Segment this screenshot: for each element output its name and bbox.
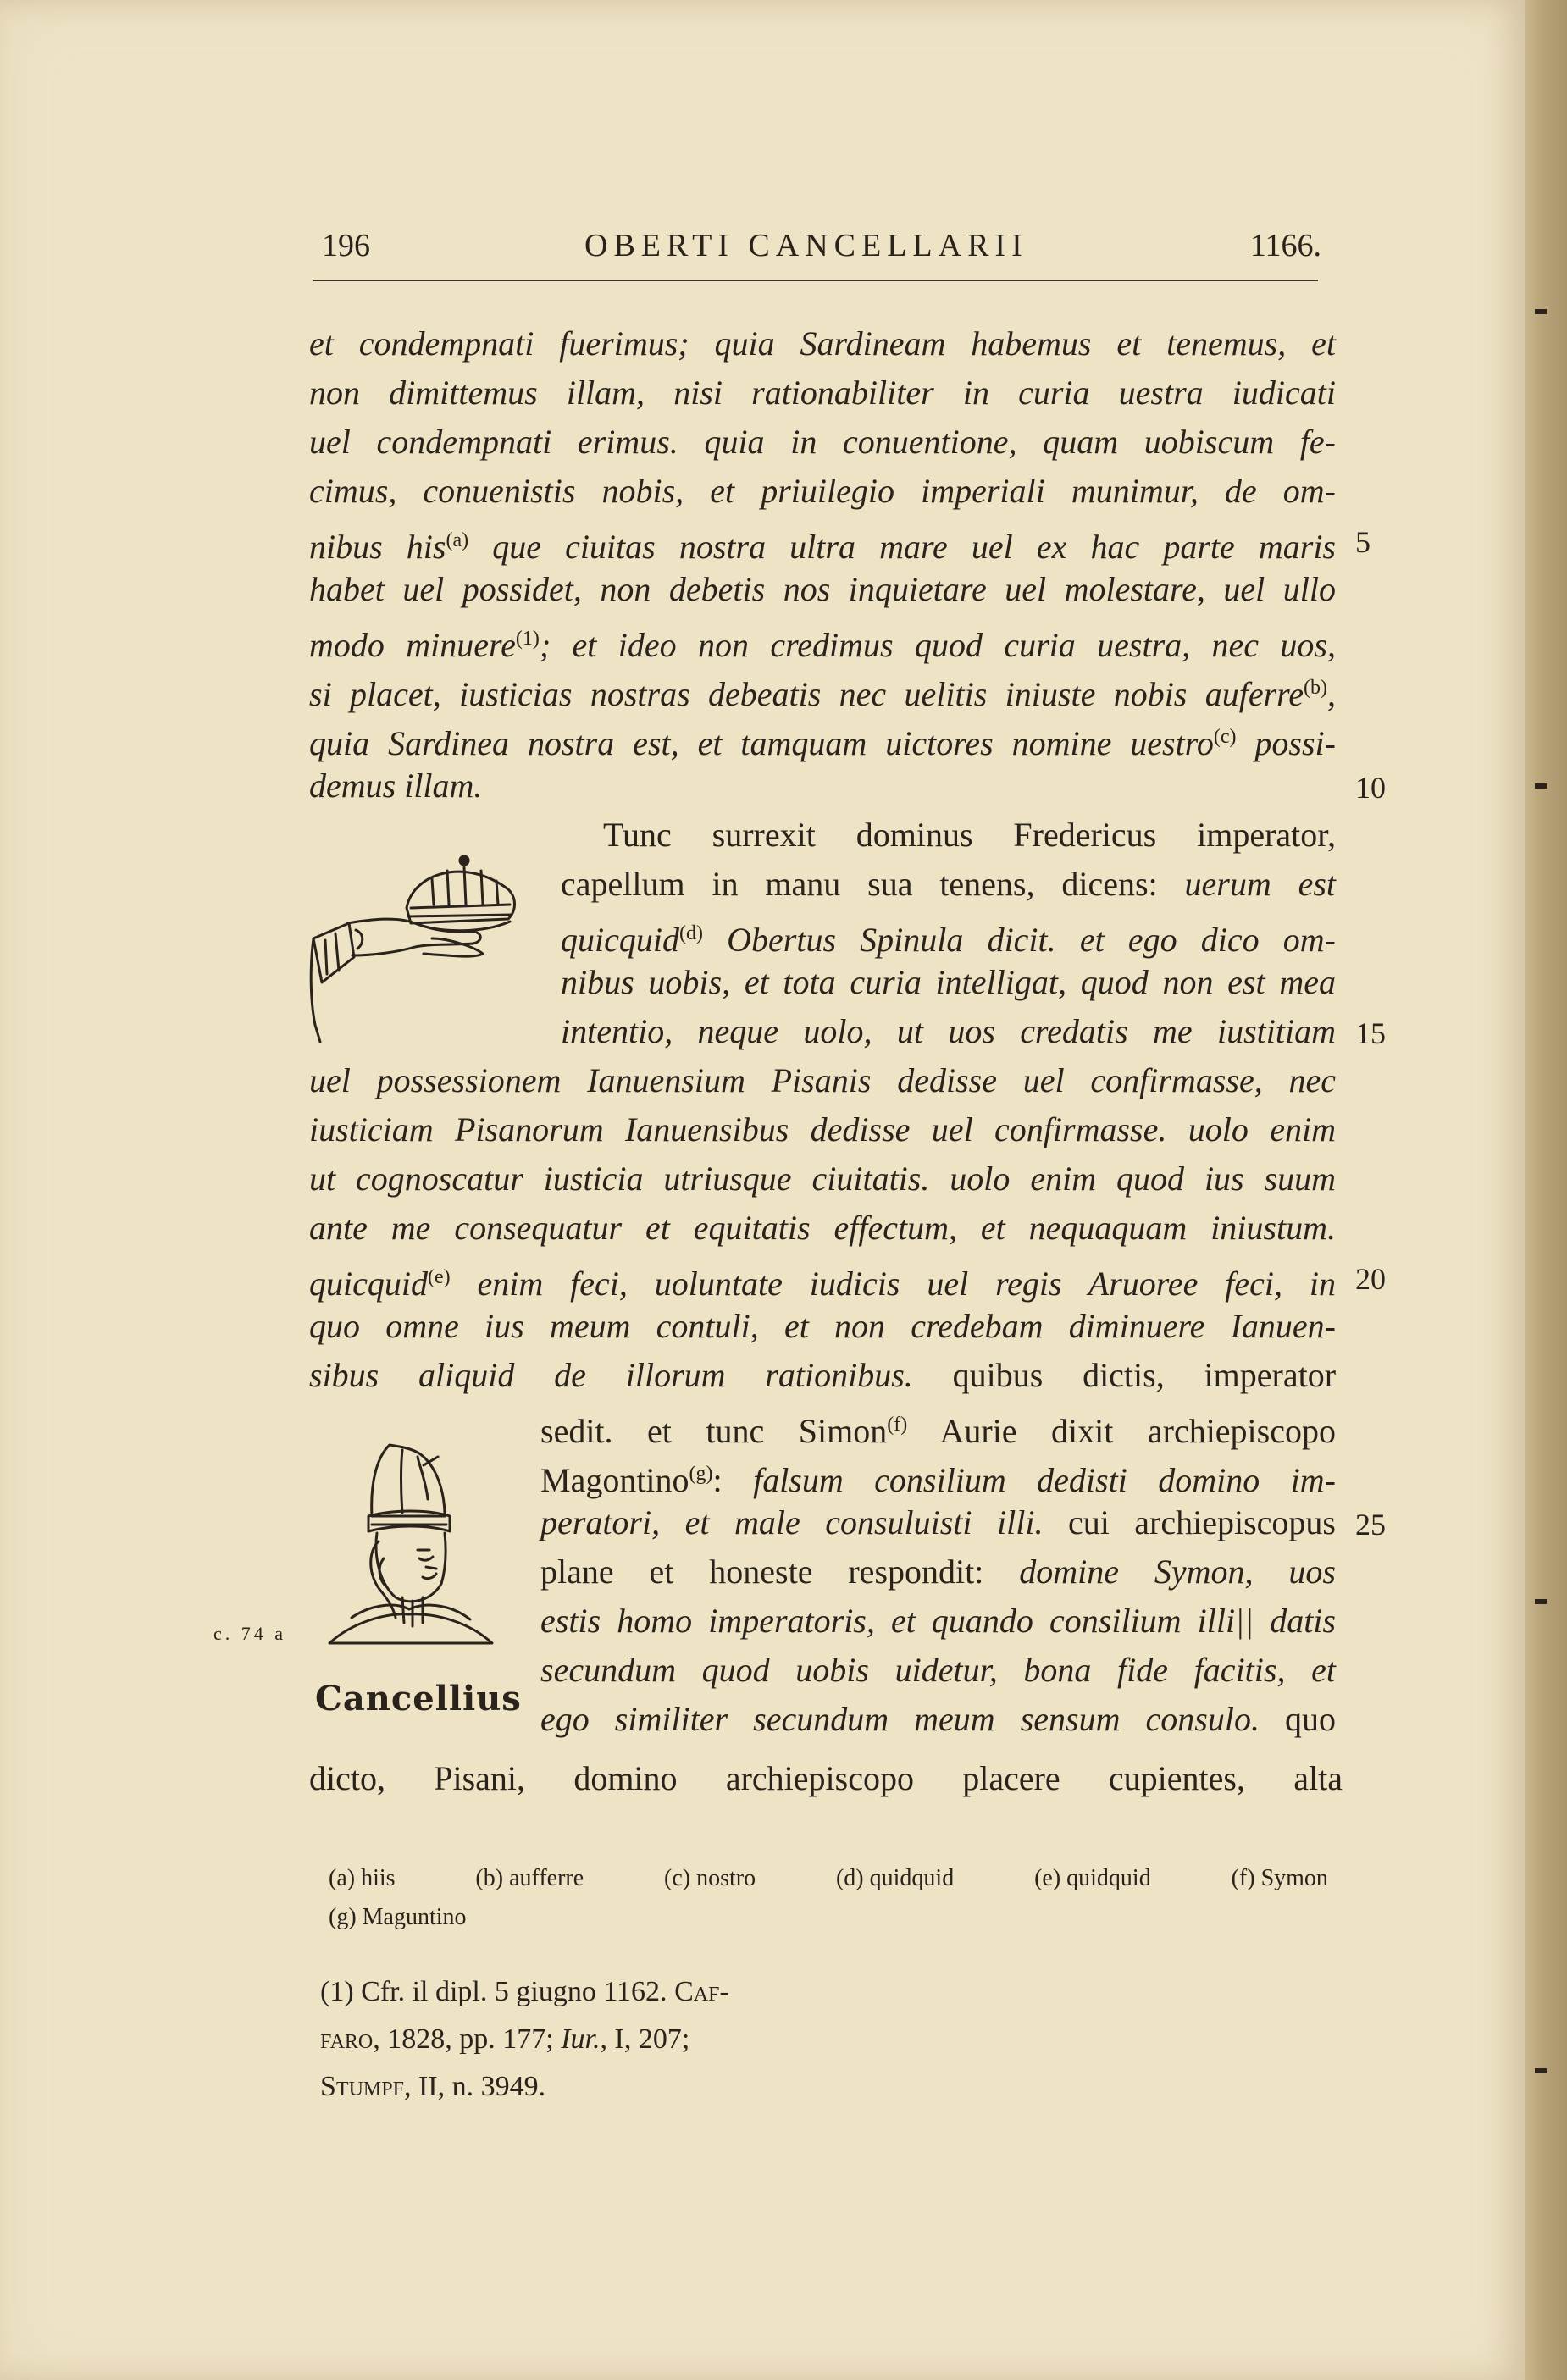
text-line: uel condempnati erimus. quia in conuentione, quam uobiscum fe- bbox=[309, 423, 1336, 461]
edge-mark bbox=[1535, 783, 1547, 789]
text-line: plane et honeste respondit: domine Symon, uos bbox=[540, 1553, 1337, 1591]
text-line: capellum in manu sua tenens, dicens: uerum est bbox=[561, 865, 1337, 903]
text-line: secundum quod uobis uidetur, bona fide facitis, et bbox=[540, 1651, 1336, 1689]
figure-label: Cancellius bbox=[315, 1679, 522, 1719]
variant-item: (b) aufferre bbox=[475, 1865, 584, 1891]
line-number: 10 bbox=[1355, 771, 1386, 805]
edge-mark bbox=[1535, 1599, 1547, 1604]
variant-item: (f) Symon bbox=[1231, 1865, 1328, 1891]
variant-item: (g) Maguntino bbox=[329, 1904, 467, 1930]
text-line: intentio, neque uolo, ut uos credatis me iustitiam bbox=[561, 1012, 1336, 1050]
line-number: 20 bbox=[1355, 1262, 1386, 1296]
footnote-line: Stumpf, II, n. 3949. bbox=[320, 2071, 546, 2102]
footnote-line: faro, 1828, pp. 177; Iur., I, 207; bbox=[320, 2023, 690, 2055]
edge-mark bbox=[1535, 309, 1547, 314]
text-line: habet uel possidet, non debetis nos inquietare uel molestare, uel ullo bbox=[309, 570, 1336, 608]
text-line: quia Sardinea nostra est, et tamquam uictores nomine uestro$^{(c)}$ possi- bbox=[309, 724, 1336, 762]
variant-item: (a) hiis bbox=[329, 1865, 396, 1891]
variant-readings bbox=[329, 1859, 1328, 1937]
text-line: demus illam. bbox=[309, 767, 483, 805]
text-line: quicquid$^{(d)}$ Obertus Spinula dicit. et ego dico om- bbox=[561, 921, 1336, 959]
page-edge bbox=[1525, 0, 1567, 2380]
hand-with-cap-figure bbox=[305, 839, 525, 1050]
text-line: ut cognoscatur iusticia utriusque ciuitatis. uolo enim quod ius suum bbox=[309, 1160, 1336, 1198]
text-line: si placet, iusticias nostras debeatis nec uelitis iniuste nobis auferre$^{(b)}$, bbox=[309, 675, 1336, 713]
text-line: et condempnati fuerimus; quia Sardineam habemus et tenemus, et bbox=[309, 324, 1336, 363]
page-number: 196 bbox=[322, 228, 370, 263]
text-line: non dimittemus illam, nisi rationabiliter in curia uestra iudicati bbox=[309, 374, 1336, 412]
text-line: quicquid$^{(e)}$ enim feci, uoluntate iudicis uel regis Aruoree feci, in bbox=[309, 1265, 1336, 1303]
text-line: iusticiam Pisanorum Ianuensibus dedisse uel confirmasse. uolo enim bbox=[309, 1110, 1336, 1148]
running-head bbox=[305, 227, 1321, 269]
text-line: peratori, et male consuluisti illi. cui archiepiscopus bbox=[540, 1503, 1336, 1541]
text-line: sedit. et tunc Simon$^{(f)}$ Aurie dixit archiepiscopo bbox=[540, 1412, 1336, 1450]
text-line: quo omne ius meum contuli, et non credebam diminuere Ianuen- bbox=[309, 1307, 1336, 1345]
margin-reference: c. 74 a bbox=[213, 1623, 287, 1644]
text-line: nibus his$^{(a)}$ que ciuitas nostra ultra mare uel ex hac parte maris bbox=[309, 528, 1337, 566]
line-number: 25 bbox=[1355, 1508, 1386, 1541]
footnote bbox=[320, 1968, 729, 2111]
variant-item: (e) quidquid bbox=[1034, 1865, 1151, 1891]
text-line: modo minuere$^{(1)}$; et ideo non credimus quod curia uestra, nec uos, bbox=[309, 626, 1336, 664]
text-line: uel possessionem Ianuensium Pisanis dedisse uel confirmasse, nec bbox=[309, 1061, 1336, 1099]
footnote-line: (1) Cfr. il dipl. 5 giugno 1162. Caf- bbox=[320, 1976, 729, 2007]
line-number: 15 bbox=[1355, 1016, 1386, 1050]
text-line: sibus aliquid de illorum rationibus. quibus dictis, imperator bbox=[309, 1356, 1337, 1394]
edge-mark bbox=[1535, 2068, 1547, 2073]
variants-row bbox=[329, 1898, 1328, 1937]
variant-item: (c) nostro bbox=[664, 1865, 756, 1891]
variant-item: (d) quidquid bbox=[835, 1865, 955, 1891]
header-rule bbox=[313, 280, 1318, 281]
running-title: OBERTI CANCELLARII bbox=[584, 228, 1028, 263]
text-line: estis homo imperatoris, et quando consilium illi|| datis bbox=[540, 1602, 1336, 1640]
running-year: 1166. bbox=[1249, 228, 1321, 263]
text-line: cimus, conuenistis nobis, et priuilegio imperiali munimur, de om- bbox=[309, 472, 1336, 510]
text-line: nibus uobis, et tota curia intelligat, quod non est mea bbox=[561, 963, 1336, 1001]
text-line: Tunc surrexit dominus Fredericus imperator, bbox=[603, 816, 1336, 854]
line-number: 5 bbox=[1355, 525, 1370, 559]
text-line: dicto, Pisani, domino archiepiscopo placere cupientes, alta bbox=[309, 1759, 1343, 1797]
variants-row bbox=[329, 1859, 1328, 1898]
text-line: Magontino$^{(g)}$: falsum consilium dedisti domino im- bbox=[540, 1461, 1336, 1499]
text-line: ego similiter secundum meum sensum consulo. quo bbox=[540, 1700, 1337, 1738]
chancellor-bust-figure bbox=[318, 1431, 504, 1669]
text-line: ante me consequatur et equitatis effectum, et nequaquam iniustum. bbox=[309, 1209, 1336, 1247]
